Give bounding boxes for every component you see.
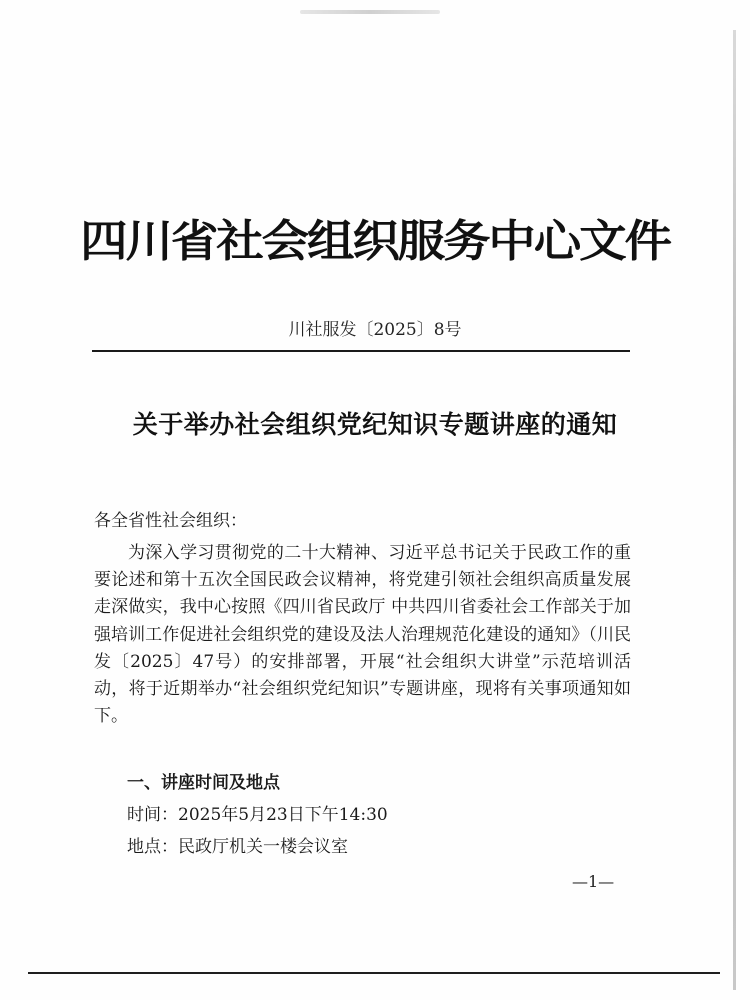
body-paragraph: 为深入学习贯彻党的二十大精神、习近平总书记关于民政工作的重要论述和第十五次全国民政会议精神，将党建引领社会组织高质量发展走深做实，我中心按照《四川省民政厅 中共四川省委社会工作部关于加强培训工作促进社会组织党的建设及法人治理规范化建设的通知》（川民发〔2025〕47号）的安排部署，开展“社会组织大讲堂”示范培训活动，将于近期举办“社会组织党纪知识”专题讲座，现将有关事项通知如下。: [94, 543, 631, 727]
addressee: 各全省性社会组织：: [94, 511, 247, 531]
bottom-rule: [28, 972, 720, 974]
header-rule: [92, 350, 630, 352]
lecture-place: 地点：民政厅机关一楼会议室: [127, 837, 348, 857]
document-number: 川社服发〔2025〕8号: [288, 320, 462, 340]
scan-artifact-edge: [733, 30, 736, 990]
page-number: —1—: [572, 872, 615, 891]
issuer-header: 四川省社会组织服务中心文件: [80, 216, 670, 267]
scan-artifact-top: [300, 10, 440, 14]
section-heading: 一、讲座时间及地点: [127, 773, 280, 793]
lecture-time: 时间：2025年5月23日下午14:30: [127, 805, 388, 825]
document-title: 关于举办社会组织党纪知识专题讲座的通知: [132, 410, 618, 439]
